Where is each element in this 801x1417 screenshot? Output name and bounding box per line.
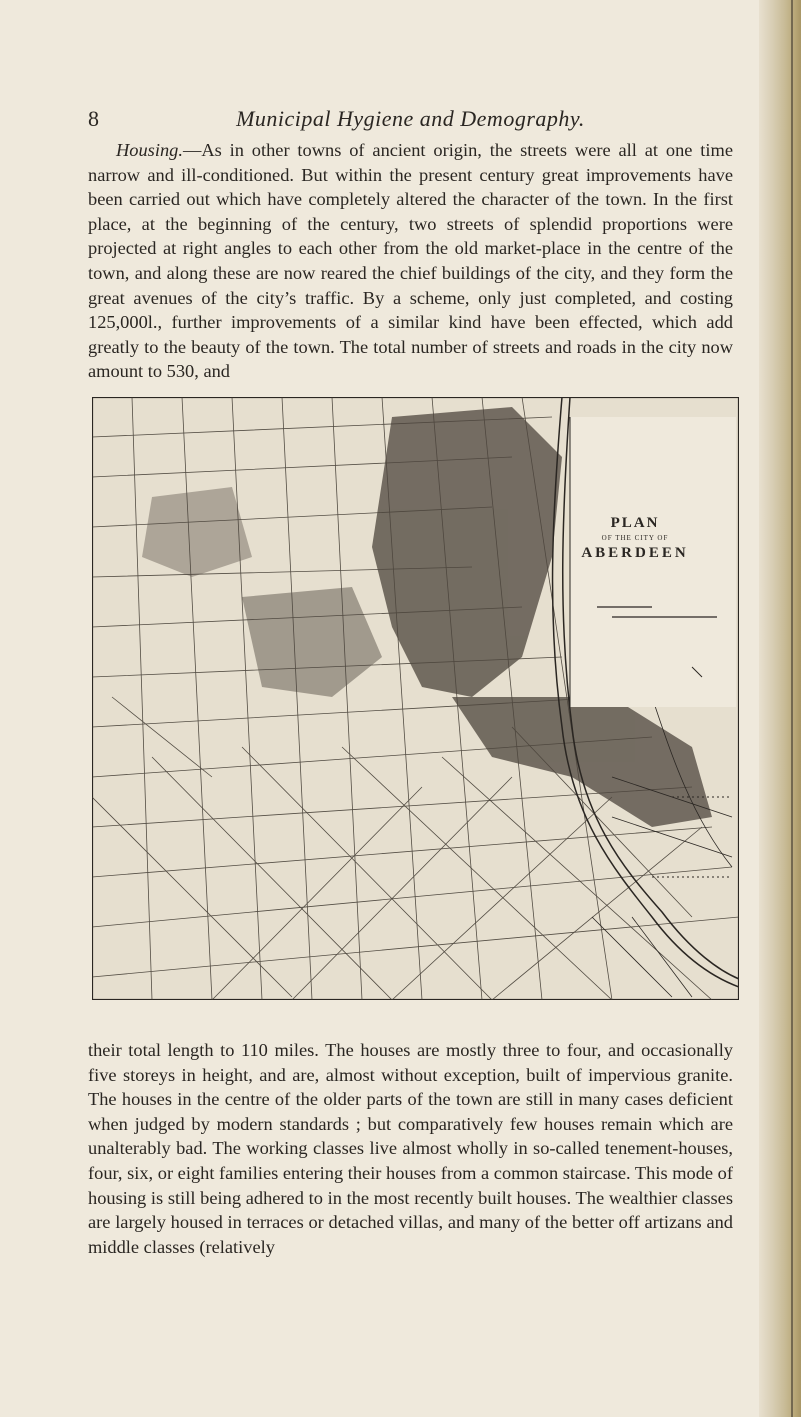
map-title-of: OF THE CITY OF (601, 534, 669, 542)
paragraph-continued (88, 1038, 733, 1259)
page-edge-shadow (791, 0, 793, 1417)
paragraph-text: —As in other towns of ancient origin, the streets were all at one time narrow and ill-conditioned. But within the present century great improvements have been carried out which have completely altered the character of the town. In the first place, at the beginning of the century, two streets of splendid proportions were projected at right angles to each other from the old market-place in the centre of the town, and along these are now reared the chief buildings of the city, and they form the great avenues of the city’s traffic. By a scheme, only just completed, and costing 125,000l., further improvements of a similar kind have been effected, which add greatly to the beauty of the town. The total number of streets and roads in the city now amount to 530, and (88, 140, 733, 382)
paragraph-housing (88, 138, 733, 384)
page-edge (759, 0, 801, 1417)
map-title-city: ABERDEEN (581, 545, 689, 561)
map-title-plan: PLAN (610, 515, 660, 531)
map-drawing (92, 397, 739, 1000)
page-number: 8 (88, 106, 99, 131)
paragraph-text: their total length to 110 miles. The houses are mostly three to four, and occasionally five storeys in height, and are, almost without exception, built of impervious granite. The houses in the centre of the older parts of the town are still in many cases deficient when judged by modern standards ; but comparatively few houses remain which are unalterably bad. The working classes live almost wholly in so-called tenement-houses, four, six, or eight families entering their houses from a common staircase. This mode of housing is still being adhered to in the most recently built houses. The wealthier classes are largely housed in terraces or detached villas, and many of the better off artizans and middle classes (relatively (88, 1040, 733, 1257)
section-title: Housing. (116, 140, 183, 160)
city-plan-map (92, 397, 739, 1000)
page-header (88, 106, 733, 136)
running-head: Municipal Hygiene and Demography. (236, 106, 585, 131)
map-title (565, 515, 705, 562)
